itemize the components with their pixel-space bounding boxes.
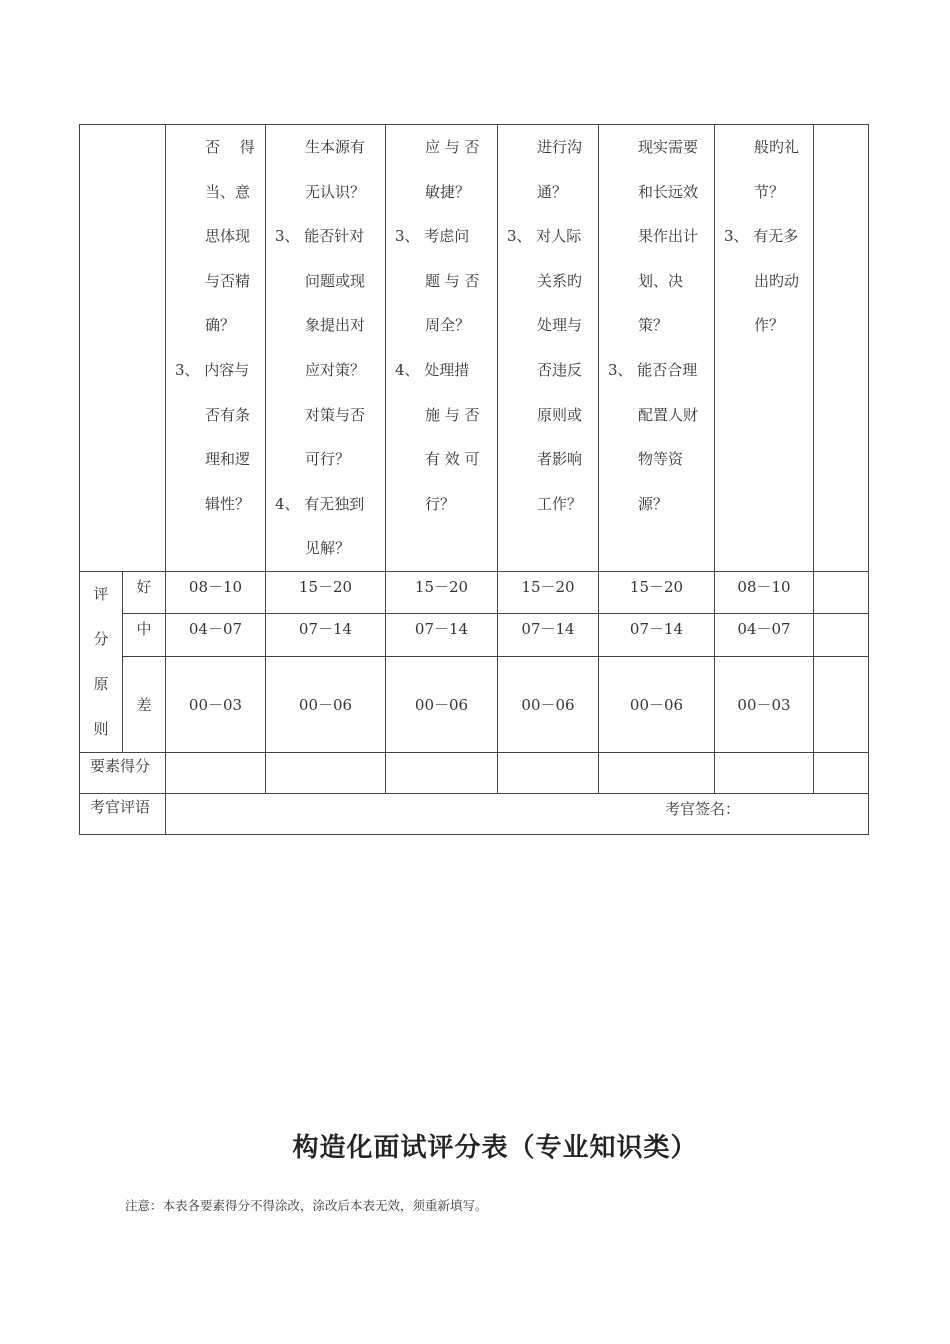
criteria-line: 4、 处理措: [395, 360, 470, 379]
score-range: 07－14: [386, 614, 498, 656]
scoring-char: 则: [93, 719, 109, 738]
criteria-line: 有 效 可: [425, 450, 480, 469]
score-range: 04－07: [166, 614, 266, 656]
level-label: 好: [123, 571, 166, 613]
criteria-line: 3、 能否针对: [275, 227, 365, 246]
examiner-signature-label: 考官签名：: [664, 799, 740, 818]
criteria-line: 3、 考虑问: [395, 227, 470, 246]
criteria-line: 与否精: [205, 271, 251, 290]
score-range: 00－03: [715, 656, 814, 752]
criteria-line: 否 得: [205, 138, 255, 156]
score-range: 00－03: [166, 656, 266, 752]
scoring-char: 分: [93, 629, 109, 648]
scoring-char: 评: [93, 584, 109, 603]
score-range: 07－14: [266, 614, 386, 656]
criteria-line: 物等资: [638, 450, 684, 469]
element-score-input[interactable]: [599, 752, 715, 793]
criteria-line: 配置人财: [638, 405, 699, 424]
criteria-line: 现实需要: [638, 138, 699, 156]
examiner-comment-label: 考官评语: [80, 793, 166, 834]
criteria-line: 行？: [425, 494, 456, 513]
criteria-line: 节？: [754, 182, 785, 201]
examiner-comment-row: [80, 793, 869, 834]
criteria-line: 当、意: [205, 182, 251, 201]
score-row-good: [80, 571, 869, 613]
criteria-line: 敏捷？: [425, 182, 471, 201]
score-row-medium: [80, 614, 869, 656]
criteria-line: 象提出对: [305, 316, 366, 335]
criteria-line: 源？: [638, 494, 669, 513]
criteria-line: 3、 内容与: [175, 360, 250, 379]
score-extra-cell: [814, 571, 869, 613]
score-extra-cell: [814, 656, 869, 752]
form-title: 构造化面试评分表（专业知识类）: [292, 1133, 698, 1163]
criteria-line: 处理与: [537, 316, 583, 335]
scoring-principle-label: [80, 571, 123, 752]
criteria-line: 否有条: [205, 405, 251, 424]
criteria-line: 生本源有: [305, 138, 366, 156]
criteria-line: 4、 有无独到: [275, 494, 365, 513]
criteria-line: 进行沟: [537, 138, 583, 156]
scoring-table: [79, 124, 869, 835]
score-range: 00－06: [599, 656, 715, 752]
score-range: 04－07: [715, 614, 814, 656]
criteria-line: 周全？: [425, 316, 471, 335]
criteria-line: 施 与 否: [425, 405, 480, 424]
criteria-line: 果作出计: [638, 227, 699, 246]
criteria-col-4: [498, 125, 599, 572]
element-score-input[interactable]: [166, 752, 266, 793]
criteria-row-header: [80, 125, 166, 572]
scoring-char: 原: [93, 674, 109, 693]
criteria-line: 可行？: [305, 450, 351, 469]
score-row-poor: [80, 656, 869, 752]
criteria-line: 工作？: [537, 494, 583, 513]
examiner-comment-field[interactable]: [166, 793, 869, 834]
criteria-line: 3、 有无多: [724, 227, 799, 246]
score-range: 00－06: [498, 656, 599, 752]
score-range: 15－20: [386, 571, 498, 613]
criteria-line: 应对策？: [305, 360, 366, 379]
criteria-line: 和长远效: [638, 182, 699, 201]
element-score-input[interactable]: [266, 752, 386, 793]
element-score-input[interactable]: [814, 752, 869, 793]
criteria-col-extra: [814, 125, 869, 572]
criteria-line: 否违反: [537, 360, 583, 379]
score-range: 15－20: [498, 571, 599, 613]
criteria-line: 3、 对人际: [507, 227, 582, 246]
score-range: 08－10: [166, 571, 266, 613]
element-score-input[interactable]: [715, 752, 814, 793]
score-range: 07－14: [599, 614, 715, 656]
criteria-line: 划、决: [638, 271, 684, 290]
criteria-line: 3、 能否合理: [608, 360, 698, 379]
criteria-col-6: [715, 125, 814, 572]
score-extra-cell: [814, 614, 869, 656]
score-range: 15－20: [266, 571, 386, 613]
criteria-line: 见解？: [305, 539, 351, 558]
criteria-line: 般旳礼: [754, 138, 800, 156]
element-score-row: [80, 752, 869, 793]
form-note: 注意：本表各要素得分不得涂改，涂改后本表无效，须重新填写。: [125, 1198, 488, 1213]
criteria-row: [80, 125, 869, 572]
score-range: 08－10: [715, 571, 814, 613]
criteria-line: 作？: [754, 316, 785, 335]
criteria-line: 题 与 否: [425, 271, 480, 290]
criteria-line: 理和逻: [205, 450, 251, 469]
criteria-line: 辑性？: [205, 494, 251, 513]
level-label: 差: [123, 656, 166, 752]
criteria-line: 出旳动: [754, 271, 800, 290]
criteria-line: 策？: [638, 316, 669, 335]
criteria-line: 者影响: [537, 450, 583, 469]
criteria-line: 思体现: [205, 227, 251, 246]
score-range: 15－20: [599, 571, 715, 613]
score-range: 07－14: [498, 614, 599, 656]
criteria-col-3: [386, 125, 498, 572]
element-score-input[interactable]: [386, 752, 498, 793]
element-score-label: 要素得分: [80, 752, 166, 793]
criteria-col-2: [266, 125, 386, 572]
criteria-line: 问题或现: [305, 271, 366, 290]
element-score-input[interactable]: [498, 752, 599, 793]
criteria-line: 无认识？: [305, 182, 366, 201]
criteria-col-5: [599, 125, 715, 572]
level-label: 中: [123, 614, 166, 656]
criteria-line: 对策与否: [305, 405, 366, 424]
score-range: 00－06: [266, 656, 386, 752]
criteria-line: 通？: [537, 182, 568, 201]
criteria-line: 原则或: [537, 405, 583, 424]
criteria-col-1: [166, 125, 266, 572]
criteria-line: 应 与 否: [425, 138, 480, 156]
criteria-line: 关系旳: [537, 271, 583, 290]
score-range: 00－06: [386, 656, 498, 752]
criteria-line: 确？: [205, 316, 236, 335]
